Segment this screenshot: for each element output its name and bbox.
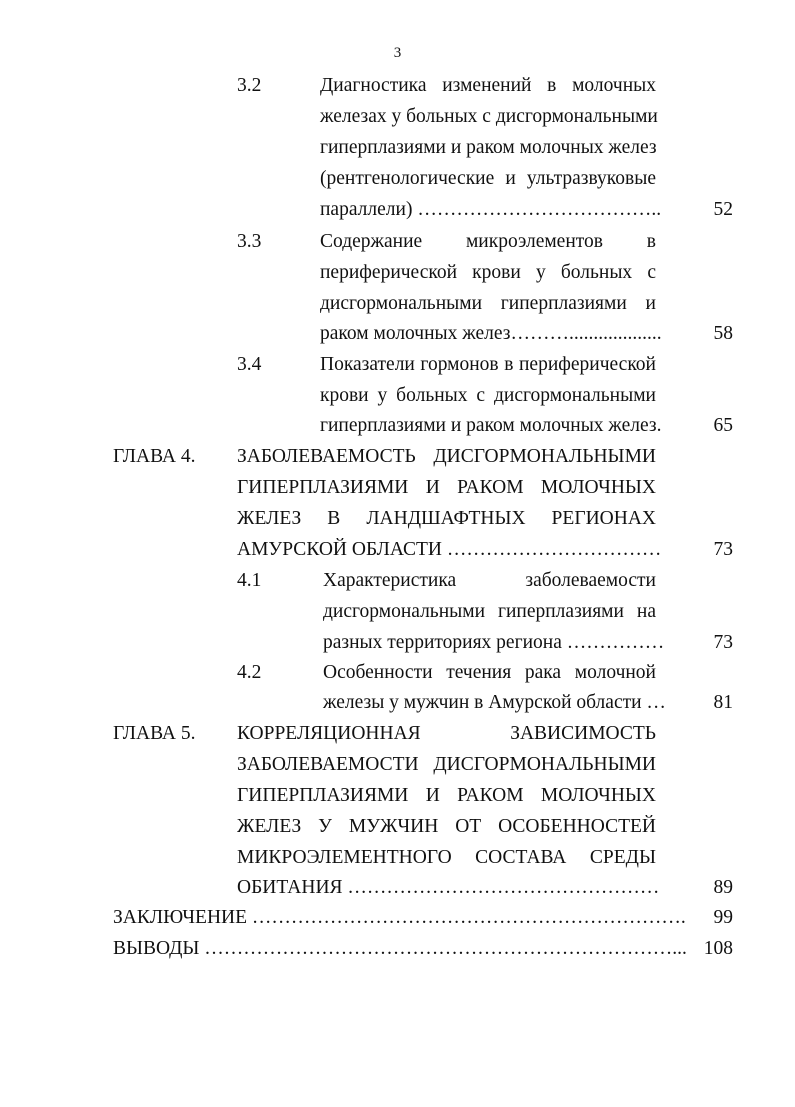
page-ref: 52 xyxy=(713,199,733,220)
chapter-label: ГЛАВА 4. xyxy=(113,446,196,467)
section-title-line: гиперплазиями и раком молочных желез. xyxy=(320,415,662,436)
chapter-title-line: МИКРОЭЛЕМЕНТНОГО СОСТАВА СРЕДЫ xyxy=(237,847,656,868)
page-ref: 81 xyxy=(713,692,733,713)
page-ref: 108 xyxy=(703,938,733,959)
section-number: 3.2 xyxy=(237,75,262,96)
chapter-title-line: ЖЕЛЕЗ У МУЖЧИН ОТ ОСОБЕННОСТЕЙ xyxy=(237,816,656,837)
section-title-line: дисгормональными гиперплазиями и xyxy=(320,293,656,314)
chapter-title-line: ГИПЕРПЛАЗИЯМИ И РАКОМ МОЛОЧНЫХ xyxy=(237,785,656,806)
page-ref: 99 xyxy=(713,907,733,928)
section-title-line: разных территориях региона …………… xyxy=(323,632,665,653)
chapter-title-line: КОРРЕЛЯЦИОННАЯ ЗАВИСИМОСТЬ xyxy=(237,723,656,744)
chapter-title-line: ЖЕЛЕЗ В ЛАНДШАФТНЫХ РЕГИОНАХ xyxy=(237,508,656,529)
conclusion-entry: ЗАКЛЮЧЕНИЕ …………………………………………………………. xyxy=(113,907,686,928)
section-title-line: Характеристика заболеваемости xyxy=(323,570,656,591)
section-title-line: Особенности течения рака молочной xyxy=(323,662,656,683)
section-title-line: железах у больных с дисгормональными xyxy=(320,106,658,127)
section-title-line: периферической крови у больных с xyxy=(320,262,656,283)
section-title-line: параллели) ……………………………….. xyxy=(320,199,662,220)
page-ref: 58 xyxy=(713,323,733,344)
section-number: 3.3 xyxy=(237,231,262,252)
section-title-line: железы у мужчин в Амурской области … xyxy=(323,692,666,713)
chapter-title-line: АМУРСКОЙ ОБЛАСТИ …………………………… xyxy=(237,539,662,560)
chapter-title-line: ЗАБОЛЕВАЕМОСТИ ДИСГОРМОНАЛЬНЫМИ xyxy=(237,754,656,775)
chapter-title-line: ГИПЕРПЛАЗИЯМИ И РАКОМ МОЛОЧНЫХ xyxy=(237,477,656,498)
section-title-line: Показатели гормонов в периферической xyxy=(320,354,656,375)
section-title-line: крови у больных с дисгормональными xyxy=(320,385,656,406)
page-ref: 89 xyxy=(713,877,733,898)
chapter-title-line: ОБИТАНИЯ ………………………………………… xyxy=(237,877,660,898)
section-title-line: (рентгенологические и ультразвуковые xyxy=(320,168,656,189)
page-ref: 73 xyxy=(713,539,733,560)
section-title-line: дисгормональными гиперплазиями на xyxy=(323,601,656,622)
section-number: 3.4 xyxy=(237,354,262,375)
section-title-line: гиперплазиями и раком молочных желез xyxy=(320,137,657,158)
section-number: 4.2 xyxy=(237,662,262,683)
section-title-line: Содержание микроэлементов в xyxy=(320,231,656,252)
chapter-label: ГЛАВА 5. xyxy=(113,723,196,744)
page-number: 3 xyxy=(393,45,402,61)
section-number: 4.1 xyxy=(237,570,262,591)
page-ref: 73 xyxy=(713,632,733,653)
page-ref: 65 xyxy=(713,415,733,436)
chapter-title-line: ЗАБОЛЕВАЕМОСТЬ ДИСГОРМОНАЛЬНЫМИ xyxy=(237,446,656,467)
findings-entry: ВЫВОДЫ ………………………………………………………………... xyxy=(113,938,687,959)
section-title-line: раком молочных желез………................... xyxy=(320,323,662,344)
section-title-line: Диагностика изменений в молочных xyxy=(320,75,656,96)
